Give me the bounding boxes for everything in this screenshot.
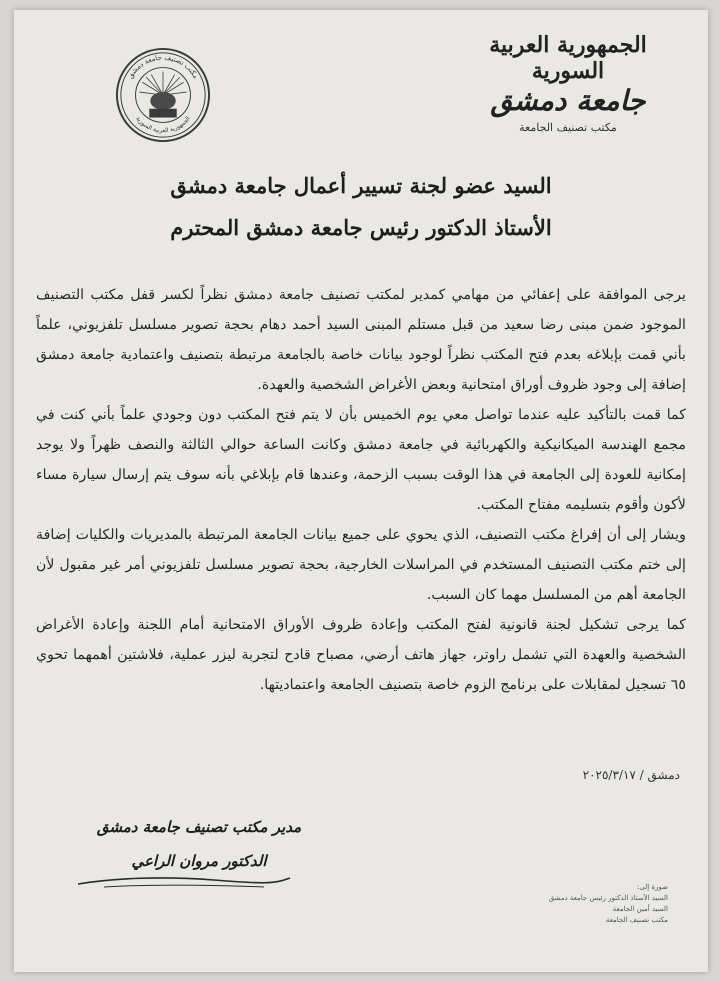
letterhead-office: مكتب تصنيف الجامعة	[519, 120, 617, 134]
signature-stroke-icon	[74, 872, 294, 892]
university-seal-icon	[114, 46, 212, 144]
body-paragraph-2: كما قمت بالتأكيد عليه عندما تواصل معي يوم الخميس بأن لا يتم فتح المكتب دون وجودي علماً بأني كنت في مجمع الهندسة الميكانيكية والكهربائية في جامعة دمشق وكانت الساعة حوالي الثالثة والنصف ظهراً ولا يوجد إمكانية للعودة إلى الجامعة في هذا الوقت بسبب الزحمة، وعندها قام بإبلاغي بأنه سوف يتم إرسال سيارة مساء لأكون وأقوم بتسليمه مفتاح المكتب.	[36, 407, 686, 513]
signer-name: الدكتور مروان الراعي	[131, 852, 267, 870]
letterhead-university: جامعة دمشق	[490, 83, 646, 117]
letterhead	[458, 32, 678, 134]
body-paragraph-3: ويشار إلى أن إفراغ مكتب التصنيف، الذي يحوي على جميع بيانات الجامعة المرتبطة بالمديريات والكليات إضافة إلى ختم مكتب التصنيف المستخدم في المراسلات الخارجية، بحجة تصوير مسلسل تلفزيوني أمر غير مقبول لأن الجامعة أهم من المسلسل مهما كان السبب.	[36, 527, 686, 603]
letter-page	[14, 10, 708, 972]
body-paragraph-1: يرجى الموافقة على إعفائي من مهامي كمدير لمكتب تصنيف جامعة دمشق نظراً لكسر قفل مكتب التصنيف الموجود ضمن مبنى رضا سعيد من قبل مستلم المبنى السيد أحمد دهام بحجة تصوير مسلسل تلفزيوني، علماً بأني قمت بإبلاغه بعدم فتح المكتب نظراً لوجود بيانات خاصة بالجامعة مرتبطة بتصنيف واعتمادية جامعة دمشق إضافة إلى وجود ظروف أوراق امتحانية وبعض الأغراض الشخصية والعهدة.	[36, 287, 686, 393]
copy-to-item: مكتب تصنيف الجامعة	[605, 916, 668, 924]
copy-to-item: السيد أمين الجامعة	[612, 905, 668, 913]
seal-bottom-text: الجمهورية العربية السورية	[134, 115, 192, 135]
copy-to-list	[498, 882, 668, 926]
signer-title: مدير مكتب تصنيف جامعة دمشق	[96, 818, 302, 836]
letter-date: دمشق / ٢٠٢٥/٣/١٧	[582, 768, 680, 782]
copy-to-item: السيد الأستاذ الدكتور رئيس جامعة دمشق	[548, 894, 668, 902]
seal-top-text: مكتب تصنيف جامعة دمشق	[126, 53, 200, 81]
letter-body	[36, 280, 686, 700]
body-paragraph-4: كما يرجى تشكيل لجنة قانونية لفتح المكتب وإعادة ظروف الأوراق الامتحانية أمام اللجنة وإعادة الأغراض الشخصية والعهدة التي تشمل راوتر، جهاز هاتف أرضي، مصباح قادح لتجربة ليزر عملية، فلاشتين أهمهما تحوي ٦٥ تسجيل لمقابلات على برنامج الزوم خاصة بتصنيف الجامعة واعتماديتها.	[36, 617, 686, 693]
copy-to-header: صورة إلى:	[636, 883, 668, 891]
addressee-line-1: السيد عضو لجنة تسيير أعمال جامعة دمشق	[170, 173, 552, 198]
letterhead-country: الجمهورية العربية السورية	[489, 32, 647, 85]
addressee-line-2: الأستاذ الدكتور رئيس جامعة دمشق المحترم	[170, 215, 552, 240]
signature-block	[84, 818, 314, 870]
